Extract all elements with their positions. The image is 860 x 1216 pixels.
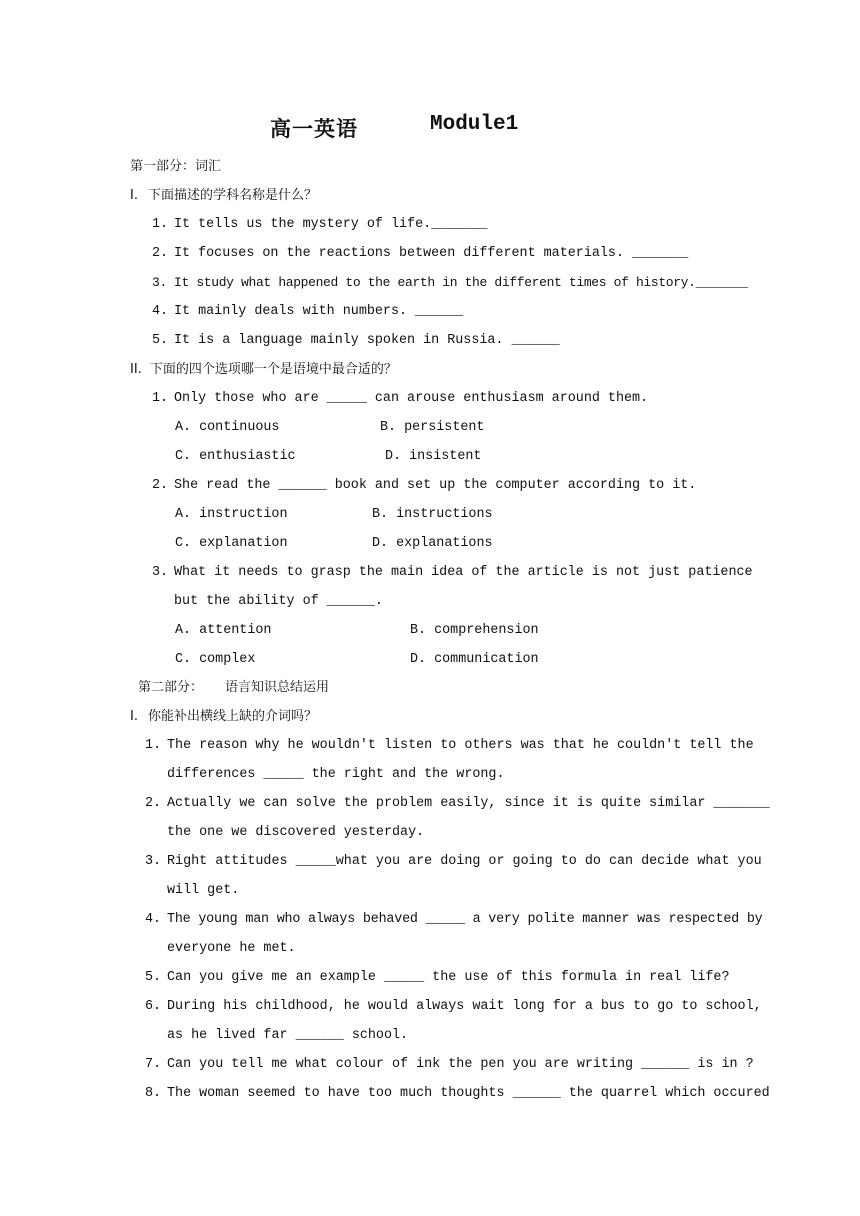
list-item: 1. It tells us the mystery of life._______ <box>152 217 488 232</box>
list-item: 2. It focuses on the reactions between different materials. _______ <box>152 246 689 261</box>
option-d: D. explanations <box>372 536 493 551</box>
question-3: 3. What it needs to grasp the main idea of the article is not just patience <box>152 565 753 580</box>
list-item-cont: the one we discovered yesterday. <box>167 825 425 840</box>
list-item: 7. Can you tell me what colour of ink the pen you are writing ______ is in ? <box>145 1057 754 1072</box>
option-d: D. insistent <box>385 449 482 464</box>
option-c: C. complex <box>175 652 256 667</box>
part1-sec2-header: II. 下面的四个选项哪一个是语境中最合适的？ <box>130 362 397 377</box>
list-item-cont: as he lived far ______ school. <box>167 1028 409 1043</box>
part2-sec1-header: I. 你能补出横线上缺的介词吗？ <box>130 709 317 724</box>
option-d: D. communication <box>410 652 539 667</box>
option-b: B. comprehension <box>410 623 539 638</box>
option-c: C. explanation <box>175 536 288 551</box>
list-item-cont: will get. <box>167 883 240 898</box>
list-item-cont: everyone he met. <box>167 941 296 956</box>
question-3-cont: but the ability of ______. <box>174 594 383 609</box>
list-item: 4. It mainly deals with numbers. ______ <box>152 304 464 319</box>
list-item: 5. It is a language mainly spoken in Russia. ______ <box>152 333 560 348</box>
option-a: A. attention <box>175 623 272 638</box>
list-item: 4. The young man who always behaved _____ a very polite manner was respected by <box>145 912 763 927</box>
part1-sec1-header: I. 下面描述的学科名称是什么？ <box>130 188 317 203</box>
option-c: C. enthusiastic <box>175 449 296 464</box>
list-item: 2. Actually we can solve the problem easily, since it is quite similar _______ <box>145 796 770 811</box>
list-item: 3. Right attitudes _____what you are doing or going to do can decide what you <box>145 854 762 869</box>
list-item: 1. The reason why he wouldn't listen to others was that he couldn't tell the <box>145 738 754 753</box>
list-item: 5. Can you give me an example _____ the use of this formula in real life? <box>145 970 730 985</box>
part2-heading: 第二部分： 语言知识总结运用 <box>138 680 330 695</box>
question-2: 2. She read the ______ book and set up the computer according to it. <box>152 478 697 493</box>
list-item: 8. The woman seemed to have too much thoughts ______ the quarrel which occured <box>145 1086 770 1101</box>
list-item-cont: differences _____ the right and the wrong. <box>167 767 505 782</box>
option-a: A. continuous <box>175 420 280 435</box>
part1-heading: 第一部分：词汇 <box>130 159 222 174</box>
title-chinese: 高一英语 <box>270 117 358 141</box>
option-b: B. persistent <box>380 420 485 435</box>
option-b: B. instructions <box>372 507 493 522</box>
title-module: Module1 <box>430 113 519 136</box>
question-1: 1. Only those who are _____ can arouse enthusiasm around them. <box>152 391 649 406</box>
list-item: 6. During his childhood, he would always wait long for a bus to go to school, <box>145 999 762 1014</box>
option-a: A. instruction <box>175 507 288 522</box>
list-item: 3. It study what happened to the earth in the different times of history._______ <box>152 275 748 290</box>
